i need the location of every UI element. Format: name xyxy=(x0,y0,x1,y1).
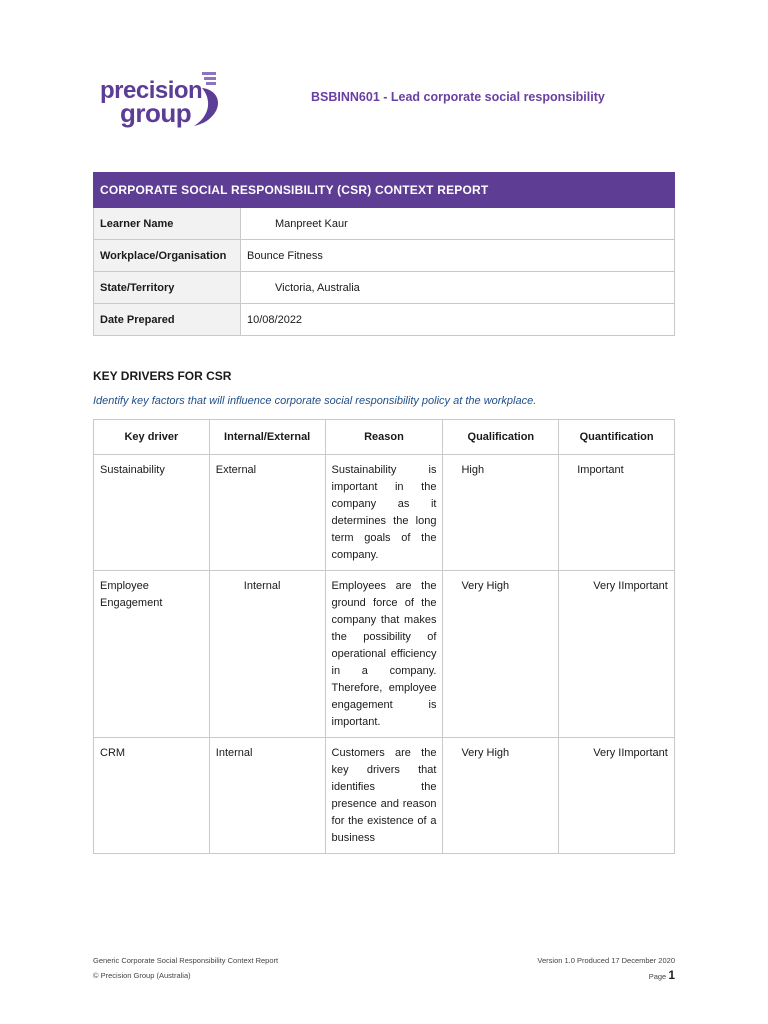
type-cell: External xyxy=(209,455,325,571)
logo-word-precision: precision xyxy=(100,77,203,104)
driver-cell: Sustainability xyxy=(94,455,210,571)
info-row-learner xyxy=(94,208,675,240)
workplace-label: Workplace/Organisation xyxy=(94,240,241,272)
quantification-cell: Very IImportant xyxy=(559,571,675,738)
learner-name-value: Manpreet Kaur xyxy=(241,208,675,240)
reason-cell: Employees are the ground force of the company that makes the possibility of operational efficiency in a company. Therefore, employee engagement is important. xyxy=(325,571,443,738)
state-value: Victoria, Australia xyxy=(241,272,675,304)
qualification-cell: Very High xyxy=(443,571,559,738)
footer-version: Version 1.0 Produced 17 December 2020 xyxy=(537,956,675,965)
footer-doc-name: Generic Corporate Social Responsibility Context Report xyxy=(93,956,279,965)
column-header-key-driver: Key driver xyxy=(94,420,210,455)
key-drivers-title: KEY DRIVERS FOR CSR xyxy=(93,369,232,383)
unit-title: BSBINN601 - Lead corporate social responsibility xyxy=(311,90,605,104)
column-header-internal-external: Internal/External xyxy=(209,420,325,455)
csr-report-info-table xyxy=(93,172,675,336)
column-header-reason: Reason xyxy=(325,420,443,455)
driver-cell: CRM xyxy=(94,738,210,854)
key-drivers-instruction: Identify key factors that will influence corporate social responsibility policy at the workplace. xyxy=(93,395,537,407)
logo-swirl-icon xyxy=(194,70,222,128)
info-row-date xyxy=(94,304,675,336)
date-label: Date Prepared xyxy=(94,304,241,336)
date-value: 10/08/2022 xyxy=(241,304,675,336)
reason-cell: Sustainability is important in the company as it determines the long term goals of the company. xyxy=(325,455,443,571)
info-row-workplace xyxy=(94,240,675,272)
report-heading: CORPORATE SOCIAL RESPONSIBILITY (CSR) CONTEXT REPORT xyxy=(94,173,675,208)
learner-name-label: Learner Name xyxy=(94,208,241,240)
logo-word-group: group xyxy=(120,98,192,128)
driver-cell: Employee Engagement xyxy=(94,571,210,738)
page-label: Page xyxy=(648,972,667,981)
footer-page xyxy=(537,968,675,984)
precision-group-logo xyxy=(100,70,222,132)
footer-copyright: © Precision Group (Australia) xyxy=(93,971,191,980)
footer-right xyxy=(537,953,675,984)
qualification-cell: High xyxy=(443,455,559,571)
state-label: State/Territory xyxy=(94,272,241,304)
column-header-qualification: Qualification xyxy=(443,420,559,455)
quantification-cell: Important xyxy=(559,455,675,571)
table-row xyxy=(94,738,675,854)
qualification-cell: Very High xyxy=(443,738,559,854)
key-drivers-table xyxy=(93,419,675,854)
table-row xyxy=(94,455,675,571)
page-number: 1 xyxy=(668,968,675,982)
column-header-quantification: Quantification xyxy=(559,420,675,455)
workplace-value: Bounce Fitness xyxy=(241,240,675,272)
info-row-state xyxy=(94,272,675,304)
type-cell: Internal xyxy=(209,571,325,738)
reason-cell: Customers are the key drivers that identifies the presence and reason for the existence of a business xyxy=(325,738,443,854)
footer-left xyxy=(93,953,278,983)
quantification-cell: Very IImportant xyxy=(559,738,675,854)
table-row xyxy=(94,571,675,738)
type-cell: Internal xyxy=(209,738,325,854)
table-header-row xyxy=(94,420,675,455)
